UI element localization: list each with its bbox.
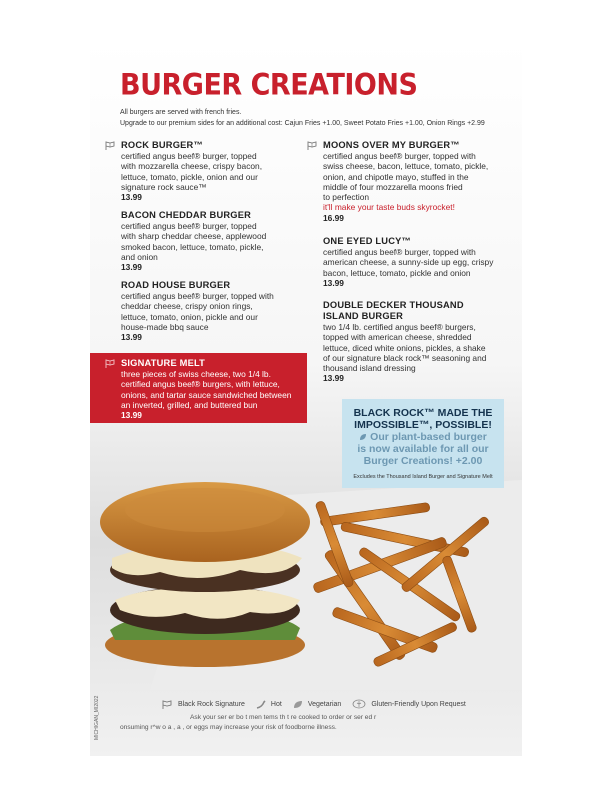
item-price: 13.99 [323, 277, 344, 288]
item-desc-line: of our signature black rock™ seasoning and [323, 352, 487, 363]
item-name: ONE EYED LUCY™ [323, 236, 412, 246]
menu-item-double-decker [323, 300, 518, 384]
item-desc-line: with mozzarella cheese, crispy bacon, [121, 161, 263, 172]
item-desc-line: certified angus beef® burger, topped with [121, 291, 274, 301]
item-desc-line: thousand island dressing [323, 363, 416, 374]
item-desc-line: two 1/4 lb. certified angus beef® burgers, [323, 322, 476, 332]
leaf-icon [359, 433, 367, 441]
item-name: SIGNATURE MELT [121, 358, 206, 368]
item-desc-line: certified angus beef® burger, topped with [323, 151, 476, 161]
item-name: ROAD HOUSE BURGER [121, 280, 231, 290]
item-desc-line: an inverted, grilled, and buttered bun [121, 399, 258, 410]
promo-heading-line-1: BLACK ROCK™ MADE THE [353, 407, 493, 419]
item-desc-line: smoked bacon, lettuce, tomato, pickle, [121, 241, 264, 252]
item-desc-line: certified angus beef® burgers, with lettuce, [121, 379, 280, 390]
item-desc-line: to perfection [323, 192, 370, 203]
legend-hot: Hot [270, 700, 282, 708]
signature-melt-panel [90, 353, 307, 423]
item-name: BACON CHEDDAR BURGER [121, 210, 252, 220]
item-name-line-1: DOUBLE DECKER THOUSAND [323, 300, 464, 310]
promo-heading-line-2: IMPOSSIBLE™, POSSIBLE! [354, 419, 492, 431]
menu-item-rock-burger [121, 140, 311, 202]
dietary-legend [162, 699, 466, 709]
item-desc-line: and onion [121, 251, 158, 262]
legend-vegetarian: Vegetarian [307, 700, 342, 708]
item-desc-line: three pieces of swiss cheese, two 1/4 lb. [121, 369, 271, 379]
item-desc-line: signature rock sauce™ [121, 181, 207, 192]
version-code: MICHIGAN_MI2022 [94, 695, 100, 740]
item-price: 13.99 [121, 192, 142, 203]
item-desc-line: lettuce, tomato, onion, pickle and our [121, 311, 258, 322]
promo-body-line-1-wrap [342, 431, 504, 443]
item-price: 13.99 [121, 332, 142, 343]
menu-item-road-house [121, 280, 311, 342]
legend-signature: Black Rock Signature [178, 700, 245, 708]
item-price: 13.99 [323, 373, 344, 384]
food-safety-disclaimer-line-2: onsuming r^w o a , a , or eggs may increase your risk of foodborne illness. [120, 724, 337, 731]
item-desc-line: american cheese, a sunny-side up egg, crispy [323, 257, 494, 268]
intro-text [120, 107, 515, 129]
item-desc-line: certified angus beef® burger, topped [121, 151, 257, 161]
item-desc-line: middle of four mozzarella moons fried [323, 181, 463, 192]
item-desc-line: onion, and chipotle mayo, stuffed in the [323, 171, 469, 182]
menu-item-bacon-cheddar [121, 210, 311, 272]
item-desc-line: with sharp cheddar cheese, applewood [121, 231, 267, 242]
item-desc-line: certified angus beef® burger, topped with [323, 247, 476, 257]
impossible-promo [342, 399, 504, 488]
intro-line-2: Upgrade to our premium sides for an additional cost: Cajun Fries +1.00, Sweet Potato Fries +1.00, Onion Rings +2.99 [120, 120, 485, 127]
item-desc-line: cheddar cheese, crispy onion rings, [121, 301, 253, 312]
item-price: 13.99 [121, 410, 142, 421]
leaf-icon [293, 700, 303, 709]
page-title: BURGER CREATIONS [120, 68, 418, 103]
promo-body-line-3: Burger Creations! +2.00 [363, 455, 483, 467]
food-safety-disclaimer-line-1: Ask your ser er bo t men tems th t re cooked to order or ser ed r [190, 714, 377, 721]
promo-body-line-2: is now available for all our [357, 443, 489, 455]
flag-icon [105, 141, 116, 150]
item-desc-line: bacon, lettuce, tomato, pickle and onion [323, 267, 471, 278]
item-price: 13.99 [121, 262, 142, 273]
item-desc-line: house-made bbq sauce [121, 321, 209, 332]
gluten-icon [352, 699, 366, 709]
item-price: 16.99 [323, 212, 344, 223]
item-desc-line: certified angus beef® burger, topped [121, 221, 257, 231]
promo-note: Excludes the Thousand Island Burger and Signature Melt [353, 474, 493, 480]
menu-page [90, 40, 522, 756]
item-desc-line: topped with american cheese, shredded [323, 332, 472, 343]
item-desc-line: lettuce, diced white onions, pickles, a shake [323, 342, 486, 353]
flag-icon [307, 141, 318, 150]
flag-icon [105, 359, 116, 368]
legend-gluten: Gluten-Friendly Upon Request [371, 700, 466, 708]
menu-item-signature-melt [121, 358, 307, 420]
menu-item-one-eyed-lucy [323, 236, 518, 288]
flag-icon [162, 700, 173, 709]
item-desc-line: swiss cheese, bacon, lettuce, tomato, pickle, [323, 161, 489, 172]
pepper-icon [256, 700, 266, 709]
intro-line-1: All burgers are served with french fries. [120, 109, 242, 116]
item-name-line-2: ISLAND BURGER [323, 311, 404, 321]
item-desc-line: onions, and tartar sauce sandwiched between [121, 389, 292, 400]
item-name: ROCK BURGER™ [121, 140, 203, 150]
item-tagline: it'll make your taste buds skyrocket! [323, 202, 455, 213]
item-name: MOONS OVER MY BURGER™ [323, 140, 460, 150]
item-desc-line: lettuce, tomato, pickle, onion and our [121, 171, 258, 182]
promo-body-line-1: Our plant-based burger [370, 431, 487, 443]
menu-item-moons-over-my-burger [323, 140, 518, 223]
